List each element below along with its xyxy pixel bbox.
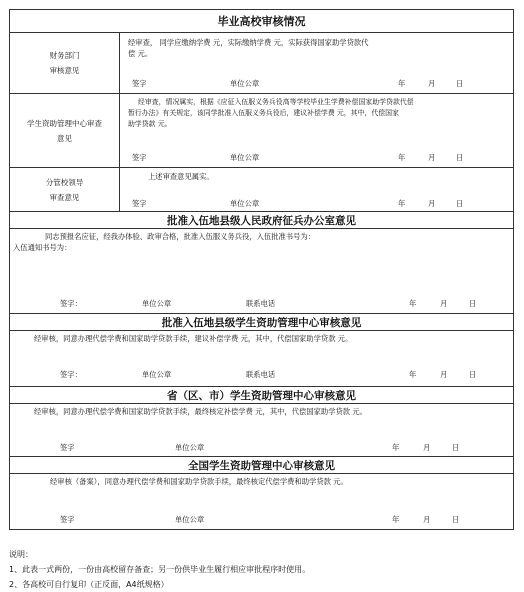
year-label: 年 bbox=[392, 515, 400, 524]
aid-center-text-line2: 暂行办法》有关规定，该同学批准入伍服义务兵役后，建议补偿学费 元，其中，代偿国家 bbox=[128, 109, 399, 117]
county-office-title bbox=[9, 212, 514, 229]
finance-label-line1: 财务部门 bbox=[49, 51, 80, 60]
national-aid-signature-line bbox=[10, 514, 513, 525]
year-label: 年 bbox=[398, 199, 406, 208]
day-label: 日 bbox=[452, 515, 460, 524]
year-label: 年 bbox=[392, 443, 400, 452]
signer-label: 签字 bbox=[60, 515, 75, 524]
phone-label: 联系电话 bbox=[246, 299, 276, 308]
signer-label: 签字 bbox=[132, 79, 147, 88]
aid-center-label-line2: 意见 bbox=[57, 133, 72, 143]
county-office-signature-line bbox=[10, 298, 513, 309]
signer-label: 签字 bbox=[132, 153, 147, 162]
leader-row bbox=[9, 168, 514, 212]
month-label: 月 bbox=[423, 515, 431, 524]
note-item: 2、各高校可自行复印（正反面，A4纸规格） bbox=[9, 580, 169, 589]
form-title-text: 毕业高校审核情况 bbox=[217, 15, 306, 28]
aid-center-text-line1: 经审查，情况属实，根据《应征入伍服义务兵役高等学校毕业生学费补偿国家助学贷款代偿 bbox=[138, 98, 414, 106]
leader-text: 上述审查意见属实。 bbox=[148, 172, 214, 181]
finance-content bbox=[120, 33, 513, 93]
national-aid-title-text: 全国学生资助管理中心审核意见 bbox=[188, 459, 335, 472]
month-label: 月 bbox=[428, 153, 436, 162]
day-label: 日 bbox=[469, 299, 477, 308]
finance-row bbox=[9, 33, 514, 94]
day-label: 日 bbox=[456, 199, 464, 208]
day-label: 日 bbox=[469, 370, 477, 379]
seal-label: 单位公章 bbox=[230, 79, 260, 88]
finance-text-line2: 偿 元。 bbox=[128, 49, 153, 58]
county-aid-title-text: 批准入伍地县级学生资助管理中心审核意见 bbox=[161, 316, 362, 329]
signer-label: 签字： bbox=[60, 370, 82, 379]
finance-text bbox=[128, 37, 507, 59]
county-aid-content bbox=[9, 331, 514, 387]
day-label: 日 bbox=[452, 443, 460, 452]
leader-signature-line bbox=[120, 198, 513, 209]
day-label: 日 bbox=[456, 79, 464, 88]
county-office-text-line2: 入伍通知书号为： bbox=[13, 243, 72, 252]
seal-label: 单位公章 bbox=[175, 515, 205, 524]
aid-center-text bbox=[128, 97, 507, 130]
seal-label: 单位公章 bbox=[230, 199, 260, 208]
province-aid-title-text: 省（区、市）学生资助管理中心审核意见 bbox=[167, 389, 356, 402]
month-label: 月 bbox=[440, 299, 448, 308]
province-aid-title bbox=[9, 387, 514, 404]
form-notes bbox=[9, 547, 310, 592]
signer-label: 签字 bbox=[132, 199, 147, 208]
month-label: 月 bbox=[423, 443, 431, 452]
aid-center-content bbox=[120, 94, 513, 167]
leader-label-line2: 审查意见 bbox=[49, 192, 80, 202]
month-label: 月 bbox=[428, 79, 436, 88]
finance-text-line1: 经审查， 同学应缴纳学费 元，实际缴纳学费 元，实际获得国家助学贷款代 bbox=[128, 38, 369, 47]
seal-label: 单位公章 bbox=[142, 299, 172, 308]
month-label: 月 bbox=[428, 199, 436, 208]
aid-center-label-line1: 学生资助管理中心审查 bbox=[27, 118, 102, 128]
county-aid-text: 经审核，同意办理代偿学费和国家助学贷款手续，建议补偿学费 元，其中，代偿国家助学贷款 元。 bbox=[34, 334, 353, 343]
phone-label: 联系电话 bbox=[246, 370, 276, 379]
signer-label: 签字 bbox=[60, 443, 75, 452]
seal-label: 单位公章 bbox=[175, 443, 205, 452]
leader-label bbox=[10, 168, 120, 211]
year-label: 年 bbox=[398, 79, 406, 88]
county-office-text bbox=[13, 231, 507, 253]
county-aid-signature-line bbox=[10, 369, 513, 380]
note-item: 1、此表一式两份，一份由高校留存备查；另一份供毕业生履行相应审批程序时使用。 bbox=[9, 565, 311, 574]
day-label: 日 bbox=[456, 153, 464, 162]
province-aid-content bbox=[9, 404, 514, 457]
finance-label-line2: 审核意见 bbox=[49, 66, 80, 75]
finance-signature-line bbox=[120, 78, 513, 89]
review-form bbox=[9, 9, 514, 530]
county-office-content bbox=[9, 229, 514, 314]
form-title bbox=[9, 9, 514, 33]
notes-heading: 说明： bbox=[9, 550, 33, 559]
aid-center-row bbox=[9, 94, 514, 168]
county-office-title-text: 批准入伍地县级人民政府征兵办公室意见 bbox=[167, 214, 356, 227]
month-label: 月 bbox=[440, 370, 448, 379]
seal-label: 单位公章 bbox=[142, 370, 172, 379]
aid-center-label bbox=[10, 94, 120, 167]
finance-label bbox=[10, 33, 120, 93]
leader-content bbox=[120, 168, 513, 211]
seal-label: 单位公章 bbox=[230, 153, 260, 162]
aid-center-signature-line bbox=[120, 152, 513, 163]
county-office-text-line1: 同志预报名应征，经我办体验、政审合格，批准入伍服义务兵役，入伍批准书号为： bbox=[45, 232, 315, 241]
national-aid-title bbox=[9, 457, 514, 474]
leader-label-line1: 分管校领导 bbox=[45, 177, 84, 187]
county-aid-title bbox=[9, 314, 514, 331]
province-aid-signature-line bbox=[10, 442, 513, 453]
national-aid-text: 经审核（备案），同意办理代偿学费和国家助学贷款手续，最终核定代偿学费和助学贷款 元。 bbox=[50, 477, 348, 486]
signer-label: 签字： bbox=[60, 299, 82, 308]
national-aid-content bbox=[9, 474, 514, 530]
province-aid-text: 经审核，同意办理代偿学费和国家助学贷款手续，最终核定补偿学费 元，其中，代偿国家助学贷款 元。 bbox=[34, 407, 367, 416]
year-label: 年 bbox=[398, 153, 406, 162]
year-label: 年 bbox=[409, 370, 417, 379]
year-label: 年 bbox=[409, 299, 417, 308]
aid-center-text-line3: 助学贷款 元。 bbox=[128, 120, 172, 128]
